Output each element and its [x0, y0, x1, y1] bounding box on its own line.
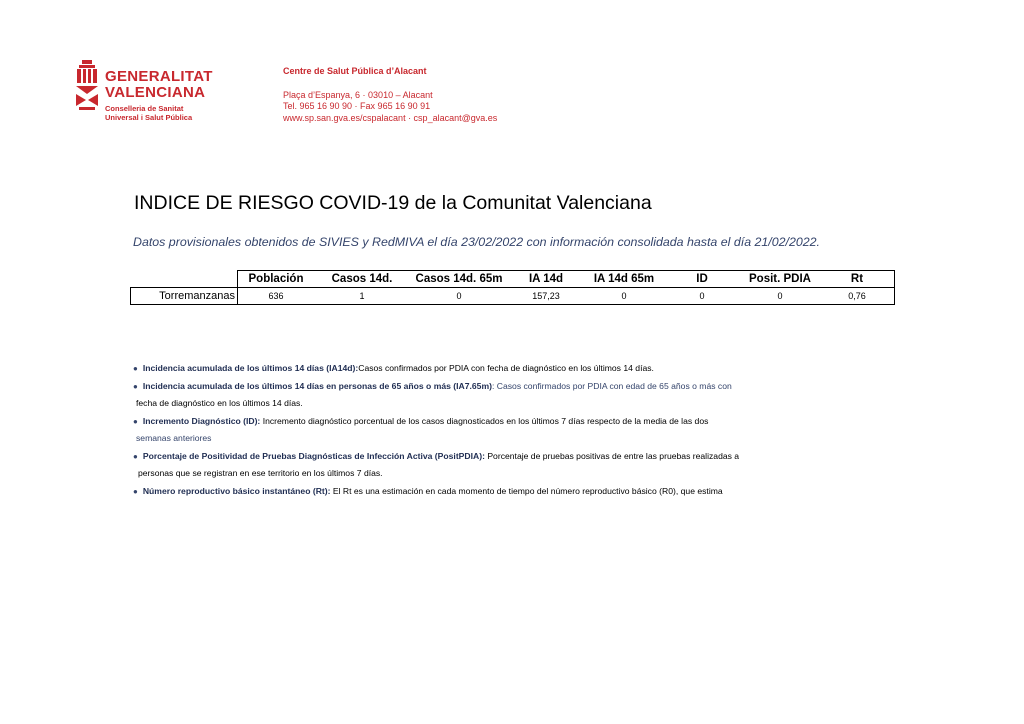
municipality-name: Torremanzanas [131, 288, 238, 305]
logo-subtitle-line1: Conselleria de Sanitat [105, 104, 184, 113]
table-row [131, 288, 895, 305]
table-cell: 0 [664, 288, 740, 305]
definition-text: Incremento diagnóstico porcentual de los casos diagnosticados en los últimos 7 días respecto de la media de las dos [260, 415, 709, 426]
column-header: IA 14d 65m [584, 271, 664, 288]
definition-continuation: personas que se registran en ese territorio en los últimos 7 días. [138, 468, 383, 478]
definition-item [133, 378, 813, 396]
centre-phone: Tel. 965 16 90 90 · Fax 965 16 90 91 [283, 101, 431, 111]
definition-term: Número reproductivo básico instantáneo (Rt): [142, 485, 331, 496]
page-title: INDICE DE RIESGO COVID-19 de la Comunitat Valenciana [134, 192, 652, 214]
definition-term: Incremento Diagnóstico (ID): [142, 415, 261, 426]
definition-text: Porcentaje de pruebas positivas de entre las pruebas realizadas a [484, 450, 740, 461]
centre-address: Plaça d’Espanya, 6 · 03010 – Alacant [283, 89, 433, 100]
definition-item [133, 448, 813, 466]
generalitat-logo [74, 58, 224, 126]
definition-continuation: fecha de diagnóstico en los últimos 14 días. [136, 398, 303, 408]
bullet-icon: ● [133, 451, 138, 461]
definition-term: Porcentaje de Positividad de Pruebas Diagnósticas de Infección Activa (PositPDIA): [142, 450, 485, 461]
table-cell: 0,76 [820, 288, 895, 305]
definition-text: : Casos confirmados por PDIA con edad de 65 años o más con [491, 380, 732, 391]
table-cell: 157,23 [508, 288, 584, 305]
page-subtitle: Datos provisionales obtenidos de SIVIES y RedMIVA el día 23/02/2022 con información consolidada hasta el día 21/02/2022. [133, 235, 820, 249]
column-header: IA 14d [508, 271, 584, 288]
table-header-blank [131, 271, 238, 288]
definition-term: Incidencia acumulada de los últimos 14 días en personas de 65 años o más (IA7.65m) [142, 380, 492, 391]
table-cell: 1 [314, 288, 410, 305]
definition-item [133, 360, 813, 378]
logo-title-line2: VALENCIANA [105, 84, 206, 101]
table-cell: 0 [410, 288, 508, 305]
column-header: Rt [820, 271, 895, 288]
table-cell: 0 [740, 288, 820, 305]
generalitat-crest-icon [74, 60, 100, 112]
definition-term: Incidencia acumulada de los últimos 14 días (IA14d): [142, 363, 359, 373]
bullet-icon: ● [133, 381, 138, 391]
column-header: Población [238, 271, 315, 288]
column-header: Casos 14d. [314, 271, 410, 288]
risk-index-table [130, 270, 895, 305]
table-header-row [131, 271, 895, 288]
column-header: ID [664, 271, 740, 288]
column-header: Casos 14d. 65m [410, 271, 508, 288]
definition-text: El Rt es una estimación en cada momento de tiempo del número reproductivo básico (R0), que estima [330, 485, 723, 496]
definition-continuation: semanas anteriores [136, 433, 212, 443]
logo-title-line1: GENERALITAT [105, 68, 213, 85]
definition-text: Casos confirmados por PDIA con fecha de diagnóstico en los últimos 14 días. [358, 363, 654, 373]
bullet-icon: ● [133, 364, 138, 373]
centre-name: Centre de Salut Pública d’Alacant [283, 66, 427, 76]
definition-item [133, 483, 813, 501]
definitions-list [133, 360, 813, 500]
centre-web: www.sp.san.gva.es/cspalacant · csp_alacant@gva.es [283, 112, 498, 123]
logo-subtitle-line2: Universal i Salut Pública [105, 113, 193, 122]
bullet-icon: ● [133, 416, 138, 426]
header-contact-block [283, 66, 497, 124]
definition-item [133, 413, 813, 431]
bullet-icon: ● [133, 486, 138, 496]
column-header: Posit. PDIA [740, 271, 820, 288]
table-cell: 0 [584, 288, 664, 305]
table-cell: 636 [238, 288, 315, 305]
